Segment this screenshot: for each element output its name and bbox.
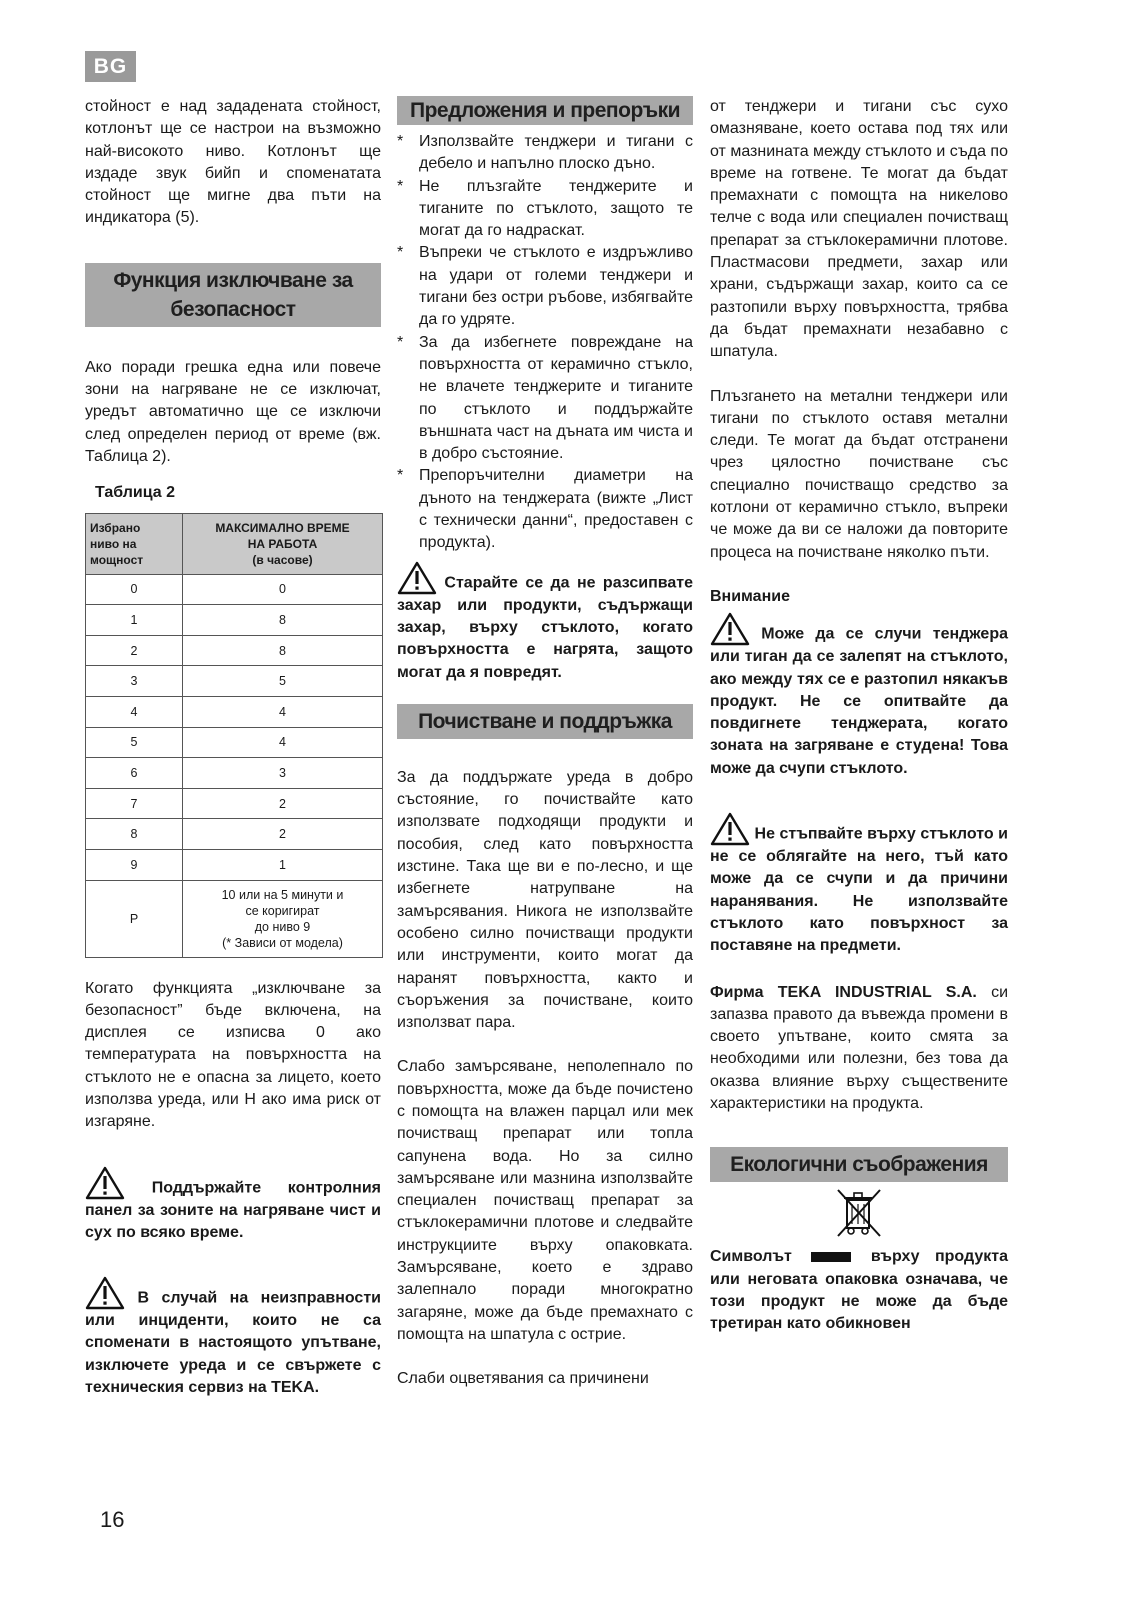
header-line: МАКСИМАЛНО ВРЕМЕ [215, 520, 350, 535]
language-tag: BG [85, 51, 136, 82]
company-notice-text: си запазва правото да въвежда промени в своето упътване, които смята за необходими или полезни, без това да оказва влияние върху съществените характеристики на продукта. [710, 983, 1008, 1112]
cell-line: 10 или на 5 минути и [221, 887, 344, 902]
warning-text: В случай на неизправности или инциденти, които не са споменати в настоящото упътване, изключете уреда и се свържете с техническия сервиз на TEKA. [85, 1289, 381, 1397]
warning-text: Старайте се да не разсипвате захар или продукти, съдържащи захар, върху стъклото, когато повърхността е нагрята, защото могат да я повредят. [397, 574, 693, 681]
cell-level: 3 [86, 666, 183, 697]
section-title-safety-shutoff [85, 263, 381, 327]
table-row [86, 635, 383, 666]
table-caption: Таблица 2 [95, 484, 176, 502]
symbol-text-end: върху продукта или неговата опаковка означава, че този продукт не може да бъде третиран като обикновен [710, 1248, 1008, 1333]
cell-level: 9 [86, 849, 183, 880]
warning-keep-panel-clean [85, 1166, 381, 1245]
list-item [397, 176, 693, 243]
cleaning-paragraph-1: За да поддържате уреда в добро състояние, го почиствайте като използвате подходящи продукти и пособия, след като повърхността изстине. Така ще ви е по-лесно, и ще избегнете натрупване на замърсявания. Никога не използвайте особено силно почистващи продукти или инструменти, които могат да наранят повърхността, както и съоръжения за почистване, които използват пара. [397, 768, 693, 1032]
list-item [397, 465, 693, 554]
cell-time: 1 [183, 849, 383, 880]
table-row [86, 819, 383, 850]
cell-time: 4 [183, 727, 383, 758]
safety-shutoff-paragraph: Ако поради грешка една или повече зони на нагряване не се изключат, уредът автоматично ще се изключи след определен период от време (вж. Таблица 2). [85, 358, 381, 465]
section-title-cleaning: Почистване и поддръжка [397, 704, 693, 739]
list-item-text: Използвайте тенджери и тигани с дебело и напълно плоско дъно. [419, 133, 693, 173]
list-item-text: За да избегнете повреждане на повърхността от керамично стъкло, не влачете тенджерите и тиганите по стъклото и поддържайте външната част на дъната им чиста и в добро състояние. [419, 333, 693, 463]
header-line: ниво на [90, 536, 137, 551]
company-name: Фирма TEKA INDUSTRIAL S.A. [710, 983, 977, 1001]
header-line: (в часове) [252, 552, 313, 567]
list-item [397, 332, 693, 466]
cell-time: 2 [183, 819, 383, 850]
table-header-row [86, 513, 383, 574]
table-row [86, 605, 383, 636]
cell-level: 1 [86, 605, 183, 636]
section-title-ecology: Екологични съображения [710, 1147, 1008, 1182]
header-line: НА РАБОТА [247, 536, 318, 551]
table-row [86, 574, 383, 605]
bullet-asterisk: * [397, 467, 404, 485]
bullet-asterisk: * [397, 177, 404, 195]
warning-sugar [397, 561, 693, 684]
cleaning-paragraph-2: Слабо замърсяване, неполепнало по повърхността, може да бъде почистено с помощта на влажен парцал или мек почистващ препарат или топла сапунена вода. Но за силно замърсяване или мазнина използвайте специален почистващ препарат за стъклокерамични плотове и следвайте инструкциите върху опаковката. Замърсяване, което е здраво залепнало поради многократно загаряне, може да бъде премахнато с помощта на шпатула с острие. [397, 1058, 693, 1343]
cell-line: (* Зависи от модела) [222, 935, 343, 950]
cell-level: 6 [86, 758, 183, 789]
symbol-paragraph [710, 1246, 1008, 1335]
bullet-asterisk: * [397, 133, 404, 150]
table-row [86, 880, 383, 957]
cell-time: 8 [183, 605, 383, 636]
warning-do-not-step [710, 812, 1008, 957]
table-row [86, 758, 383, 789]
cell-line: до ниво 9 [254, 919, 311, 934]
cell-time: 8 [183, 635, 383, 666]
warning-stuck-pan [710, 612, 1008, 780]
bullet-asterisk: * [397, 333, 404, 351]
recommendations-list [397, 131, 693, 555]
section-title-line: Функция изключване за [113, 268, 353, 292]
cell-level: P [86, 880, 183, 957]
column-1 [85, 96, 381, 1399]
operating-time-table [85, 513, 383, 958]
cell-level: 0 [86, 574, 183, 605]
cell-level: 8 [86, 819, 183, 850]
bullet-asterisk: * [397, 244, 404, 262]
header-power-level [86, 513, 183, 574]
warning-text: Може да се случи тенджера или тиган да се залепят на стъклото, ако между тях се е разтопил някакъв продукт. Не се опитвайте да повдигнете тенджерата, когато зоната на загряване е студена! Това може да счупи стъклото. [710, 625, 1008, 777]
cell-time: 0 [183, 574, 383, 605]
list-item [397, 242, 693, 331]
cell-level: 5 [86, 727, 183, 758]
list-item-text: Въпреки че стъклото е издръжливо на удари от големи тенджери и тигани без остри ръбове, избягвайте да го удряте. [419, 244, 693, 329]
cell-time [183, 880, 383, 957]
table-row [86, 788, 383, 819]
intro-paragraph: стойност е над зададената стойност, котлонът ще се настрои на възможно най-високото ниво. Котлонът ще издаде звук бийп и споменатата стойност ще мигне два пъти на индикатора (5). [85, 98, 381, 227]
symbol-text-start: Символът [710, 1248, 792, 1266]
header-max-time [183, 513, 383, 574]
attention-label: Внимание [710, 587, 790, 605]
table-row [86, 666, 383, 697]
table-row [86, 849, 383, 880]
after-table-paragraph: Когато функцията „изключване за безопасност” бъде включена, на дисплея се изписва 0 ако температурата на повърхността на стъклото не е опасна за лицето, което използва уреда, или H ако има риск от изгаряне. [85, 979, 381, 1131]
list-item-text: Препоръчителни диаметри на дъното на тенджерата (вижте „Лист с технически данни“, предоставен с продукта). [419, 467, 693, 552]
cell-time: 2 [183, 788, 383, 819]
cell-level: 4 [86, 696, 183, 727]
header-line: Избрано [90, 520, 141, 535]
column-2 [397, 96, 693, 1391]
page-number: 16 [100, 1507, 125, 1532]
column-3 [710, 96, 1008, 1335]
table-row [86, 696, 383, 727]
header-line: мощност [90, 552, 144, 567]
warning-triangle-icon [397, 561, 437, 595]
cell-level: 2 [86, 635, 183, 666]
warning-triangle-icon [85, 1276, 125, 1310]
stains-paragraph: от тенджери и тигани със сухо омазняване, което остава под тях или от мазнината между стъклото и съда по време на готвене. Те могат да бъдат премахнати с помощта на никелово телче с вода или специален почистващ препарат за стъклокерамични плотове. Пластмасови предмети, захар или храни, съдържащи захар, които са се разтопили върху повърхността, трябва да бъдат премахнати незабавно с шпатула. [710, 98, 1008, 361]
table-row [86, 727, 383, 758]
cleaning-paragraph-3: Слаби оцветявания са причинени [397, 1370, 649, 1388]
list-item [397, 131, 693, 176]
black-bar-symbol-icon [811, 1252, 851, 1262]
cell-level: 7 [86, 788, 183, 819]
warning-triangle-icon [85, 1166, 125, 1200]
section-title-line: безопасност [170, 297, 296, 321]
warning-contact-service [85, 1276, 381, 1399]
section-title-recommendations: Предложения и препоръки [397, 96, 693, 125]
warning-text: Не стъпвайте върху стъклото и не се облягайте на него, тъй като може да се счупи и да причини наранявания. Не използвайте стъклото като повърхност за поставяне на предмети. [710, 825, 1008, 955]
company-notice [710, 982, 1008, 1116]
warning-triangle-icon [710, 612, 750, 646]
crossed-out-bin-icon [834, 1186, 884, 1238]
metal-marks-paragraph: Плъзгането на метални тенджери или тигани по стъклото оставя метални следи. Те могат да бъдат отстранени чрез цялостно почистване със специално почистващо средство за котлони от керамично стъкло, въпреки че може да ви се наложи да повторите процеса на почистване няколко пъти. [710, 387, 1008, 561]
cell-time: 3 [183, 758, 383, 789]
cell-time: 5 [183, 666, 383, 697]
cell-time: 4 [183, 696, 383, 727]
cell-line: се коригират [245, 903, 320, 918]
warning-triangle-icon [710, 812, 750, 846]
warning-text: Поддържайте контролния панел за зоните на нагряване чист и сух по всяко време. [85, 1179, 381, 1241]
list-item-text: Не плъзгайте тенджерите и тиганите по стъклото, защото те могат да го надраскат. [419, 177, 693, 240]
